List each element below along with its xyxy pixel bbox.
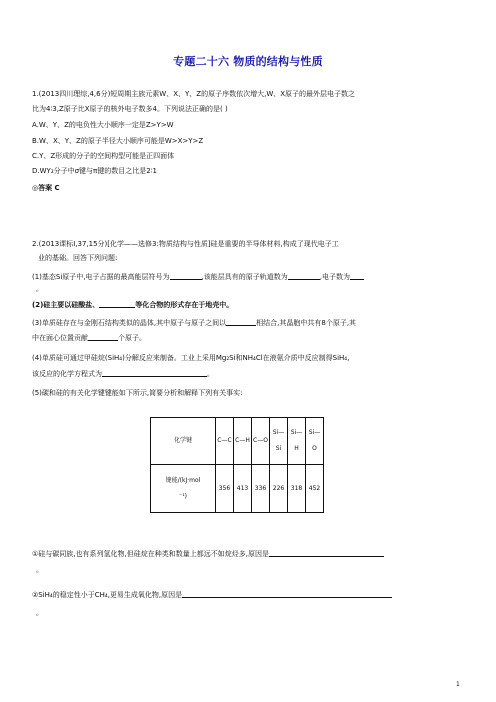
- q1-option-d: D.WY₂分子中σ键与π键的数目之比是2∶1: [32, 167, 157, 175]
- q2-sub2-text: ②SiH₄的稳定性小于CH₄,更易生成氧化物,原因是: [32, 591, 183, 599]
- q2-sub1-text: ①硅与碳同族,也有系列氢化物,但硅烷在种类和数量上都远不如烷烃多,原因是: [32, 550, 269, 558]
- bond-si-o: Si— O: [306, 418, 324, 465]
- bond-c-c: C—C: [216, 418, 234, 465]
- q2-stem-line1: 2.(2013课标Ⅰ,37,15分)[化学——选修3:物质结构与性质]硅是重要的半导体材料,构成了现代电子工: [32, 240, 339, 248]
- q2-part2-text-b: 等化合物的形式存在于地壳中。: [135, 301, 234, 309]
- q2-part3-text-a: (3)单质硅存在与金刚石结构类似的晶体,其中原子与原子之间以: [32, 319, 227, 327]
- page-number: 1: [456, 681, 460, 688]
- q2-part3-text-c: 中在面心位置贡献: [32, 334, 88, 342]
- bond-c-o: C—O: [252, 418, 270, 465]
- q2-sub1: [32, 549, 384, 559]
- q1-option-a: A.W、Y、Z的电负性大小顺序一定是Z>Y>W: [32, 121, 174, 129]
- energy-c-c: 356: [216, 465, 234, 513]
- q2-part3-line2: [32, 333, 146, 343]
- energy-si-o: 452: [306, 465, 324, 513]
- q2-sub1-blank[interactable]: [269, 549, 384, 557]
- table-header-energy: 键能/(kJ·mol ⁻¹): [151, 465, 216, 513]
- q2-part1-text-c: ,电子数为: [319, 273, 350, 281]
- energy-c-o: 336: [252, 465, 270, 513]
- q2-part1-blank-3[interactable]: [350, 272, 364, 280]
- q2-part1: [32, 272, 364, 282]
- q2-part4-blank[interactable]: [102, 369, 207, 377]
- q2-part3-blank-2[interactable]: [88, 333, 118, 341]
- page-title: 专题二十六 物质的结构与性质: [173, 55, 323, 68]
- bond-si-h: Si— H: [288, 418, 306, 465]
- q2-sub2: [32, 590, 392, 600]
- q2-part4-line2: [32, 369, 214, 379]
- q1-stem-line2: 比为4∶3,Z原子比X原子的核外电子数多4。下列说法正确的是( ): [32, 105, 228, 113]
- table-header-bond: 化学键: [151, 418, 216, 465]
- q2-part3-blank-1[interactable]: [226, 318, 256, 326]
- q2-part3-text-d: 个原子。: [118, 334, 146, 342]
- q2-part2-text-a: (2)硅主要以硅酸盐、: [32, 301, 100, 309]
- energy-si-si: 226: [270, 465, 288, 513]
- q2-stem-line2: 业的基础。回答下列问题:: [38, 254, 118, 262]
- q2-part4-text-b: 该反应的化学方程式为: [32, 370, 102, 378]
- q1-stem-line1: 1.(2013四川理综,4,6分)短周期主族元素W、X、Y、Z的原子序数依次增大,W、X原子的最外层电子数之: [32, 90, 356, 98]
- q2-part1-period: 。: [36, 285, 43, 293]
- energy-si-h: 318: [288, 465, 306, 513]
- q2-part4-period: 。: [207, 370, 214, 378]
- q2-part2: [32, 300, 233, 310]
- q2-part1-blank-2[interactable]: [288, 272, 320, 280]
- q2-part3-text-b: 相结合,其晶胞中共有8个原子,其: [256, 319, 357, 327]
- q2-part1-text-b: ,该能层具有的原子轨道数为: [201, 273, 288, 281]
- energy-c-h: 413: [234, 465, 252, 513]
- q2-part5: (5)碳和硅的有关化学键键能如下所示,简要分析和解释下列有关事实:: [32, 389, 243, 397]
- q2-part1-blank-1[interactable]: [170, 272, 202, 280]
- q2-part1-text-a: (1)基态Si原子中,电子占据的最高能层符号为: [32, 273, 170, 281]
- bond-energy-table: [150, 417, 324, 513]
- q2-part4-line1: (4)单质硅可通过甲硅烷(SiH₄)分解反应来制备。工业上采用Mg₂Si和NH₄Cl在液氨介质中反应制得SiH₄,: [32, 354, 350, 362]
- bond-si-si: Si— Si: [270, 418, 288, 465]
- q2-part3-line1: [32, 318, 356, 328]
- bond-name-row: [151, 418, 324, 465]
- q1-option-c: C.Y、Z形成的分子的空间构型可能是正四面体: [32, 152, 175, 160]
- q2-part2-blank[interactable]: [99, 300, 135, 308]
- bond-energy-row: [151, 465, 324, 513]
- q1-answer: ◎答案 C: [32, 184, 60, 192]
- bond-c-h: C—H: [234, 418, 252, 465]
- q2-sub2-period: 。: [36, 609, 43, 617]
- q2-sub2-blank[interactable]: [182, 590, 392, 598]
- q2-sub1-period: 。: [36, 566, 43, 574]
- q1-option-b: B.W、X、Y、Z的原子半径大小顺序可能是W>X>Y>Z: [32, 137, 204, 145]
